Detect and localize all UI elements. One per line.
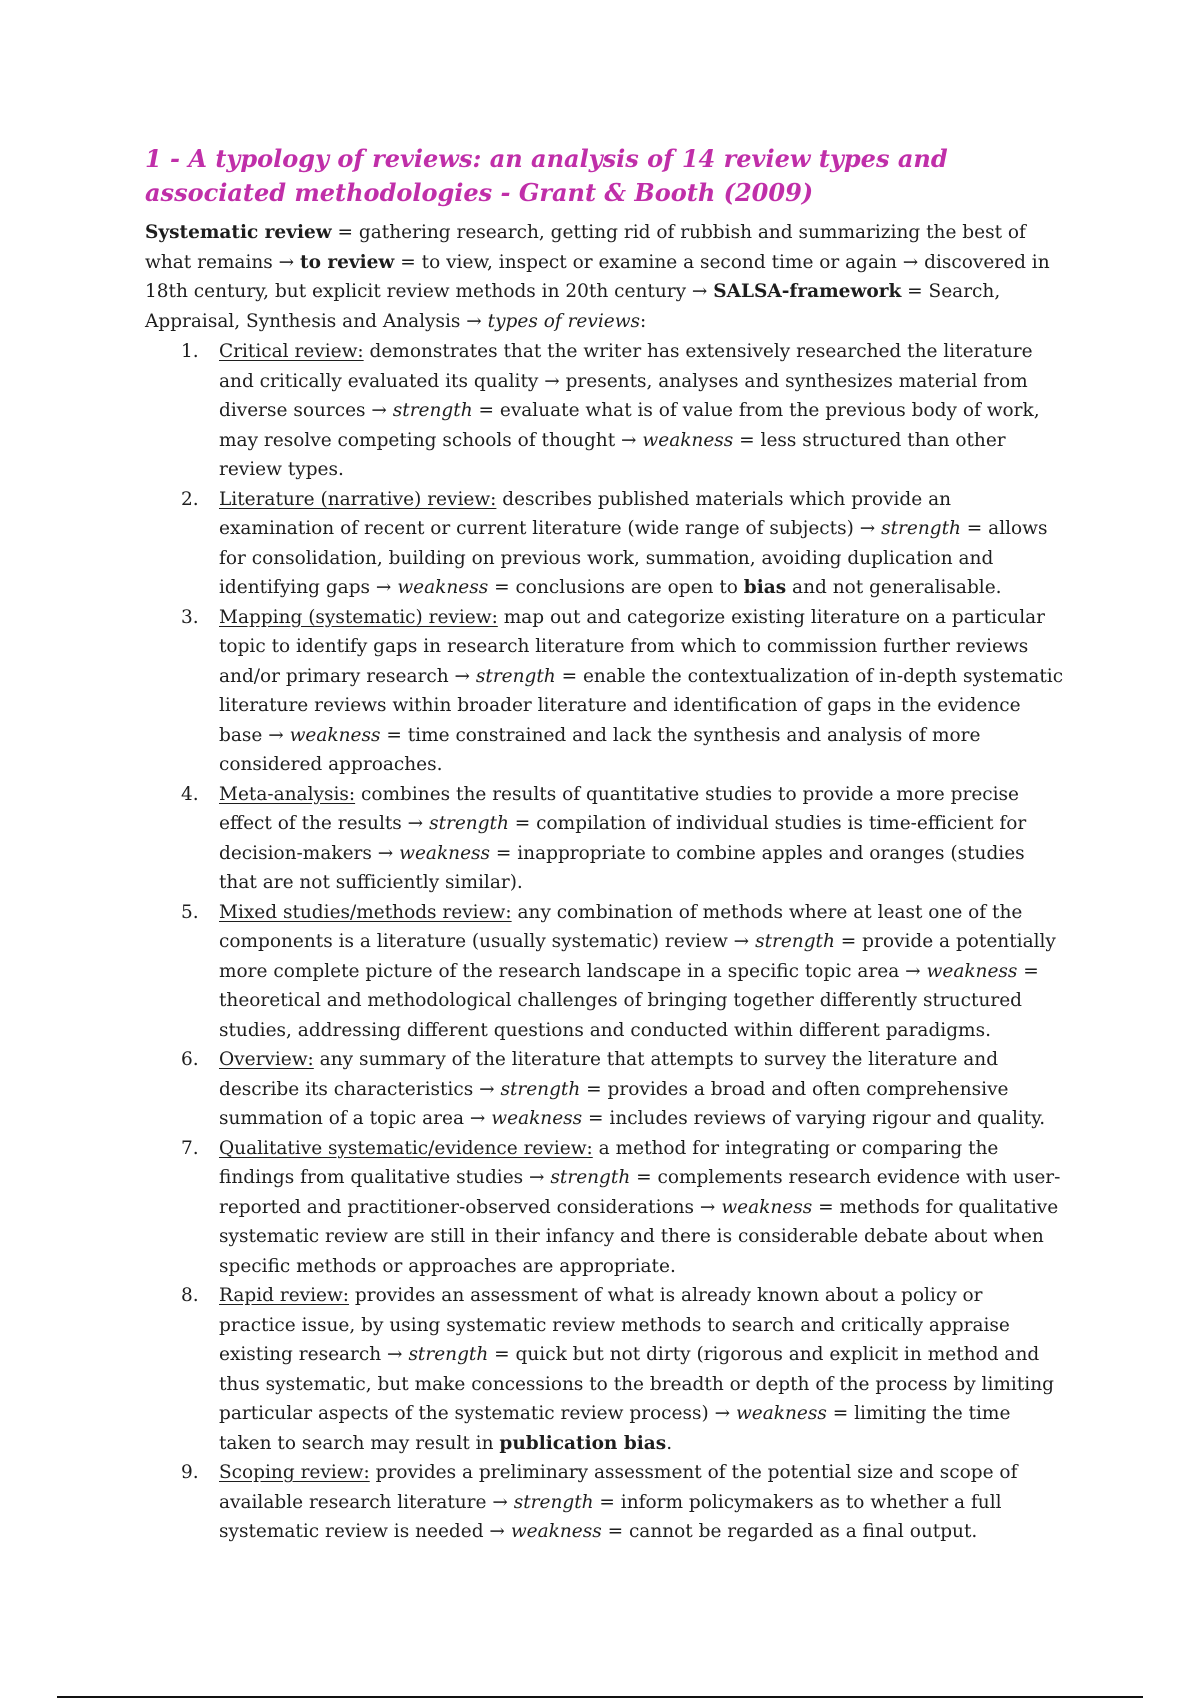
item-text: = conclusions are open to bbox=[488, 577, 744, 598]
systematic-review-term: Systematic review bbox=[145, 222, 332, 243]
review-type-term: Critical review: bbox=[219, 341, 364, 362]
item-text: any summary of the literature that attempts to survey the literature and describe its characteristics → bbox=[219, 1049, 999, 1100]
strength-label: strength bbox=[408, 1344, 489, 1365]
intro-text-1: = gathering research, getting rid of rubbish and summarizing the best of what remains → bbox=[145, 222, 1026, 273]
list-item bbox=[145, 1134, 1065, 1282]
item-text: provides a preliminary assessment of the potential size and scope of available research literature → bbox=[219, 1462, 1018, 1513]
to-review-term: to review bbox=[300, 251, 395, 273]
item-text: = quick but not dirty (rigorous and explicit in method and thus systematic, but make concessions to the breadth or depth of the process by limiting particular aspects of the systematic review process) → bbox=[219, 1344, 1054, 1424]
item-text: = complements research evidence with user-reported and practitioner-observed considerations → bbox=[219, 1167, 1061, 1218]
list-item-number: 1. bbox=[181, 341, 199, 362]
footer-divider bbox=[57, 1696, 1143, 1698]
item-text: = methods for qualitative systematic review are still in their infancy and there is considerable debate about when specific methods or approaches are appropriate. bbox=[219, 1196, 1059, 1277]
weakness-label: weakness bbox=[721, 1196, 813, 1218]
intro-paragraph bbox=[145, 218, 1065, 336]
strength-label: strength bbox=[429, 813, 509, 834]
weakness-label: weakness bbox=[642, 429, 734, 451]
list-item bbox=[145, 898, 1065, 1046]
list-item bbox=[145, 485, 1065, 603]
item-text: = theoretical and methodological challenges of bringing together differently structured studies, addressing different questions and conducted within different paradigms. bbox=[219, 960, 1039, 1041]
list-item bbox=[145, 1281, 1065, 1458]
publication-bias-term: publication bias bbox=[499, 1432, 667, 1454]
list-item-number: 2. bbox=[181, 488, 199, 510]
item-text: = less structured than other review types. bbox=[219, 429, 1006, 480]
weakness-label: weakness bbox=[735, 1403, 827, 1424]
review-type-term: Mapping (systematic) review: bbox=[219, 606, 498, 628]
item-text: = provides a broad and often comprehensive summation of a topic area → bbox=[219, 1078, 1009, 1129]
item-text: = limiting the time taken to search may result in bbox=[219, 1403, 1011, 1454]
item-text: a method for integrating or comparing the findings from qualitative studies → bbox=[219, 1137, 999, 1188]
strength-label: strength bbox=[500, 1078, 581, 1100]
weakness-label: weakness bbox=[510, 1521, 602, 1542]
item-text: provides an assessment of what is already known about a policy or practice issue, by using systematic review methods to search and critically appraise existing research → bbox=[219, 1285, 1010, 1365]
item-text: = cannot be regarded as a final output. bbox=[601, 1521, 978, 1542]
types-of-reviews-term: types of reviews bbox=[487, 310, 641, 332]
review-type-term: Mixed studies/methods review: bbox=[219, 901, 512, 923]
strength-label: strength bbox=[550, 1167, 631, 1188]
list-item-number: 7. bbox=[181, 1137, 199, 1159]
strength-label: strength bbox=[475, 665, 556, 687]
list-item-number: 9. bbox=[181, 1462, 199, 1483]
intro-text-3: = Search, Appraisal, Synthesis and Analysis → bbox=[145, 281, 1001, 332]
item-text: = evaluate what is of value from the previous body of work, may resolve competing schools of thought → bbox=[219, 400, 1040, 451]
section-title: 1 - A typology of reviews: an analysis of 14 review types and associated methodologies - Grant & Booth (2009) bbox=[145, 144, 948, 207]
item-text: = compilation of individual studies is time-efficient for decision-makers → bbox=[219, 813, 1027, 864]
strength-label: strength bbox=[513, 1491, 594, 1513]
list-item-number: 4. bbox=[181, 783, 199, 805]
list-item bbox=[145, 1458, 1065, 1547]
item-text: demonstrates that the writer has extensively researched the literature and critically evaluated its quality → presents, analyses and synthesizes material from diverse sources → bbox=[219, 341, 1033, 421]
review-types-list bbox=[145, 337, 1065, 1547]
weakness-label: weakness bbox=[491, 1108, 583, 1129]
item-text: map out and categorize existing literature on a particular topic to identify gaps in research literature from which to commission further reviews and/or primary research → bbox=[219, 606, 1045, 687]
review-type-term: Rapid review: bbox=[219, 1285, 350, 1306]
strength-label: strength bbox=[392, 400, 473, 421]
item-text: and not generalisable. bbox=[786, 577, 1002, 598]
intro-text-4: : bbox=[640, 310, 647, 332]
item-text: = inform policymakers as to whether a full systematic review is needed → bbox=[219, 1491, 1002, 1542]
list-item-number: 8. bbox=[181, 1285, 199, 1306]
list-item bbox=[145, 337, 1065, 485]
salsa-framework-term: SALSA-framework bbox=[713, 281, 902, 302]
strength-label: strength bbox=[755, 931, 835, 952]
list-item bbox=[145, 603, 1065, 780]
review-type-term: Qualitative systematic/evidence review: bbox=[219, 1137, 593, 1159]
weakness-label: weakness bbox=[397, 577, 489, 598]
item-text: combines the results of quantitative studies to provide a more precise effect of the results → bbox=[219, 783, 1019, 834]
weakness-label: weakness bbox=[289, 724, 381, 746]
weakness-label: weakness bbox=[926, 960, 1018, 982]
item-text: describes published materials which provide an examination of recent or current literature (wide range of subjects) → bbox=[219, 488, 952, 539]
review-type-term: Meta-analysis: bbox=[219, 783, 356, 805]
list-item bbox=[145, 1045, 1065, 1134]
document-page bbox=[145, 142, 1065, 1547]
list-item-number: 6. bbox=[181, 1049, 199, 1070]
item-text: = provide a potentially more complete picture of the research landscape in a specific topic area → bbox=[219, 931, 1056, 982]
item-text: = includes reviews of varying rigour and quality. bbox=[582, 1108, 1046, 1129]
list-item bbox=[145, 780, 1065, 898]
item-text: = enable the contextualization of in-depth systematic literature reviews within broader literature and identification of gaps in the evidence base → bbox=[219, 665, 1064, 746]
item-text: = inappropriate to combine apples and oranges (studies that are not sufficiently similar). bbox=[219, 842, 1025, 893]
item-text: any combination of methods where at least one of the components is a literature (usually systematic) review → bbox=[219, 901, 1023, 952]
weakness-label: weakness bbox=[399, 842, 490, 864]
item-text: . bbox=[666, 1432, 673, 1454]
review-type-term: Scoping review: bbox=[219, 1462, 370, 1483]
review-type-term: Overview: bbox=[219, 1049, 314, 1070]
list-item-number: 3. bbox=[181, 606, 199, 628]
bias-term: bias bbox=[743, 577, 787, 598]
intro-text-2: = to view, inspect or examine a second time or again → discovered in 18th century, but explicit review methods in 20th century → bbox=[145, 251, 1050, 302]
item-text: = time constrained and lack the synthesis and analysis of more considered approaches. bbox=[219, 724, 981, 775]
review-type-term: Literature (narrative) review: bbox=[219, 488, 497, 510]
strength-label: strength bbox=[881, 518, 961, 539]
list-item-number: 5. bbox=[181, 901, 199, 923]
item-text: = allows for consolidation, building on previous work, summation, avoiding duplication and identifying gaps → bbox=[219, 518, 1048, 598]
